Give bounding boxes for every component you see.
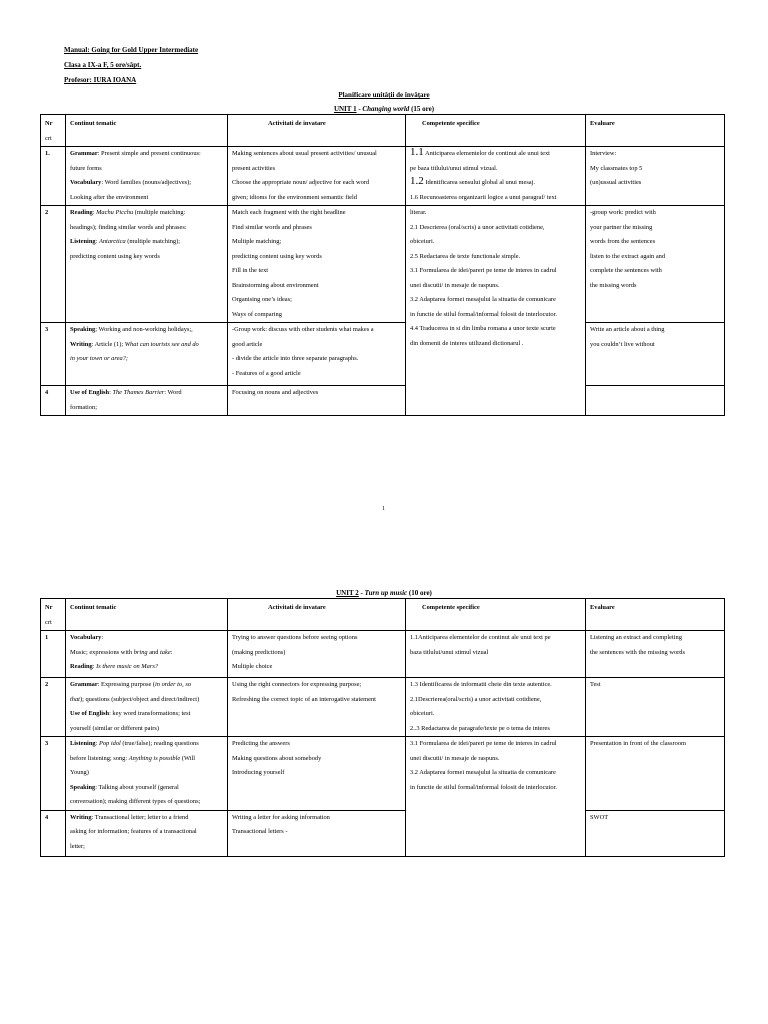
continut-cell: Listening: Pop idol (true/false); reading questions before listening; song: Anything is possible (Will Young) Speaking: Talking about yourself (general conversation); making different types of questions; xyxy=(66,737,228,811)
competente-cell: 1.1Anticiparea elementelor de continut ale unui text pe baza titlului/unui stimul vizual xyxy=(406,631,586,678)
activitati-cell: Focusing on nouns and adjectives xyxy=(228,386,406,416)
competente-cell: 1.3 Identificarea de informatii cheie din texte autentice. 2.1Descrierea(oral/scris) a unor activitati cotidiene, obiceiuri. 2..3 Redactarea de paragrafe/texte pe o tema de interes xyxy=(406,678,586,737)
evaluare-cell: Write an article about a thing you couldn’t live without xyxy=(586,323,725,386)
evaluare-cell: Presentation in front of the classroom xyxy=(586,737,725,811)
col-activitati: Activitati de invatare xyxy=(228,599,406,631)
col-evaluare: Evaluare xyxy=(586,115,725,147)
continut-cell: Speaking; Working and non-working holidays;, Writing: Article (1); What can tourists see and do in your town or area?; xyxy=(66,323,228,386)
table-row xyxy=(41,386,725,416)
row-number: 3 xyxy=(41,737,66,811)
continut-cell: Vocabulary: Music; expressions with bring and take: Reading: Is there music on Mars? xyxy=(66,631,228,678)
col-competente: Competente specifice xyxy=(406,599,586,631)
col-evaluare: Evaluare xyxy=(586,599,725,631)
row-number: 2 xyxy=(41,678,66,737)
row-number: 4 xyxy=(41,386,66,416)
unit1-table xyxy=(40,114,725,416)
activitati-cell: -Group work: discuss with other students what makes a good article - divide the article into three separate paragraphs. - Features of a good article xyxy=(228,323,406,386)
evaluare-cell: Listening an extract and completing the sentences with the missing words xyxy=(586,631,725,678)
col-activitati: Activitati de invatare xyxy=(228,115,406,147)
activitati-cell: Match each fragment with the right headline Find similar words and phrases Multiple matching; predicting content using key words Fill in the text Brainstorming about environment Organising one’s ideas; Ways of comparing xyxy=(228,206,406,323)
continut-cell: Use of English: The Thames Barrier: Word formation; xyxy=(66,386,228,416)
continut-cell: Writing: Transactional letter; letter to a friend asking for information; features of a transactional letter; xyxy=(66,810,228,856)
table-row xyxy=(41,631,725,678)
planning-title: Planificare unităţii de învăţare xyxy=(338,91,430,99)
row-number: 3 xyxy=(41,323,66,386)
table-row xyxy=(41,810,725,856)
activitati-cell: Trying to answer questions before seeing options (making predictions) Multiple choice xyxy=(228,631,406,678)
col-continut: Continut tematic xyxy=(66,115,228,147)
evaluare-cell: Interview: My classmates top 5 (un)ussual activities xyxy=(586,147,725,206)
continut-cell: Grammar: Expressing purpose (in order to, so that); questions (subject/object and direct/indirect) Use of English: key word transformations; test yourself (similar or different pairs) xyxy=(66,678,228,737)
page-number: 1 xyxy=(382,506,385,512)
unit2-title: UNIT 2 - Turn up music (10 ore) xyxy=(336,589,432,597)
manual-title: Manual: Going for Gold Upper Intermediate xyxy=(64,46,199,54)
table-row xyxy=(41,737,725,811)
row-number: 2 xyxy=(41,206,66,323)
table-header-row xyxy=(41,115,725,147)
teacher-name: Profesor: IURA IOANA xyxy=(64,76,137,84)
activitati-cell: Writing a letter for asking information Transactional letters - xyxy=(228,810,406,856)
col-nr: Nr crt xyxy=(41,115,66,147)
row-number: 4 xyxy=(41,810,66,856)
evaluare-cell xyxy=(586,386,725,416)
table-row xyxy=(41,678,725,737)
competente-cell: literar. 2.1 Descrierea (oral/scris) a unor activitati cotidiene, obiceiuri. 2.5 Redactarea de texte functionale simple. 3.1 Formularea de idei/pareri pe teme de interes in cadrul unei discutii/ in mesaje de raspuns. 3.2 Adaptarea formei mesajului la situatia de comunicare in functie de stilul formal/informal folosit de interlocutor. 4.4 Traducerea in si din limba romana a unor texte scurte din domenii de interes utilizand dictionarul . xyxy=(406,206,586,416)
competente-cell: 1.1 Anticiparea elementelor de continut ale unui text pe baza titlului/unui stimul vizual. 1.2 Identificarea sensului global al unui mesaj. 1.6 Recunoasterea organizarii logice a unui paragraf/ text xyxy=(406,147,586,206)
table-row xyxy=(41,206,725,323)
row-number: 1 xyxy=(41,631,66,678)
evaluare-cell: Test xyxy=(586,678,725,737)
col-competente: Competente specifice xyxy=(406,115,586,147)
competente-cell: 3.1 Formularea de idei/pareri pe teme de interes in cadrul unei discutii/ in mesaje de raspuns. 3.2 Adaptarea formei mesajului la situatia de comunicare in functie de stilul formal/informal folosit de interlocutor. xyxy=(406,737,586,857)
activitati-cell: Making sentences about usual present activities/ unusual present activities Choose the appropriate noun/ adjective for each word given; idioms for the environment semantic field xyxy=(228,147,406,206)
table-row xyxy=(41,147,725,206)
col-continut: Continut tematic xyxy=(66,599,228,631)
continut-cell: Grammar: Present simple and present continuous: future forms Vocabulary: Word families (nouns/adjectives); Looking after the environment xyxy=(66,147,228,206)
table-row xyxy=(41,323,725,386)
unit2-table xyxy=(40,598,725,857)
col-nr: Nr crt xyxy=(41,599,66,631)
table-header-row xyxy=(41,599,725,631)
continut-cell: Reading: Machu Picchu (multiple matching: headings); finding similar words and phrases: Listening: Antarctica (multiple matching); predicting content using key words xyxy=(66,206,228,323)
class-info: Clasa a IX-a F, 5 ore/săpt. xyxy=(64,61,142,69)
evaluare-cell: -group work: predict with your partner the missing words from the sentences listen to the extract again and complete the sentences with the missing words xyxy=(586,206,725,323)
evaluare-cell: SWOT xyxy=(586,810,725,856)
unit1-title: UNIT 1 - Changing world (15 ore) xyxy=(333,105,435,113)
row-number: 1. xyxy=(41,147,66,206)
activitati-cell: Predicting the answers Making questions about somebody Introducing yourself xyxy=(228,737,406,811)
activitati-cell: Using the right connectors for expressing purpose; Refreshing the correct topic of an interogative statement xyxy=(228,678,406,737)
